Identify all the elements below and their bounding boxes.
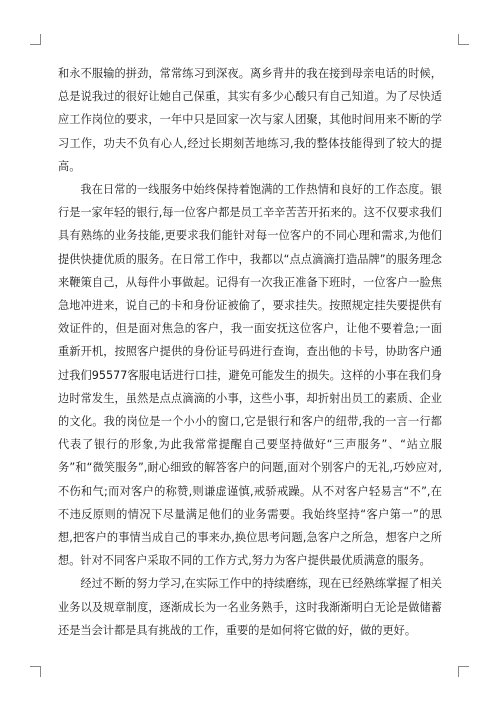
paragraph-growth: 经过不断的努力学习,在实际工作中的持续磨练，现在已经熟练掌握了相关业务以及规章制度，逐渐成长为一名业务熟手，这时我渐渐明白无论是做储蓄还是当会计都是具有挑战的工作，重要的是如何将它做的好，做的更好。: [58, 577, 442, 637]
crop-mark-bottom-right: [458, 666, 469, 677]
paragraph-continuation: 和永不服输的拼劲，常常练习到深夜。离乡背井的我在接到母亲电话的时候，总是说我过的很好让她自己保重，其实有多少心酸只有自己知道。为了尽快适应工作岗位的要求，一年中只是回家一次与家人团聚，其他时间用来不断的学习工作，功夫不负有心人,经过长期刻苦地练习,我的整体技能得到了较大的提高。: [58, 67, 442, 173]
crop-mark-bottom-left: [30, 666, 41, 677]
paragraph-service-attitude: 我在日常的一线服务中始终保持着饱满的工作热情和良好的工作态度。银行是一家年轻的银行,每一位客户都是员工辛辛苦苦开拓来的。这不仅要求我们具有熟练的业务技能,更要求我们能针对每一位客户的不同心理和需求,为他们提供快捷优质的服务。在日常工作中，我都以“点点滴滴打造品牌”的服务理念来鞭策自己，从每件小事做起。记得有一次我正准备下班时，一位客户一脸焦急地冲进来，说自己的卡和身份证被偷了，要求挂失。按照规定挂失要提供有效证件的，但是面对焦急的客户，我一面安抚这位客户，让他不要着急;一面重新开机，按照客户提供的身份证号码进行查询，查出他的卡号，协助客户通过我们95577客服电话进行口挂，避免可能发生的损失。这样的小事在我们身边时常发生，虽然是点点滴滴的小事，这些小事，却折射出员工的素质、企业的文化。我的岗位是一个小小的窗口,它是银行和客户的纽带,我的一言一行都代表了银行的形象,为此我常常提醒自己要坚持做好“三声服务”、“站立服务”和“微笑服务”,耐心细致的解答客户的问题,面对个别客户的无礼,巧妙应对,不伤和气;而对客户的称赞,则谦虚谨慎,戒骄戒躁。从不对客户轻易言“不”,在不违反原则的情况下尽量满足他们的业务需要。我始终坚持“客户第一”的思想,把客户的事情当成自己的事来办,换位思考问题,急客户之所急，想客户之所想。针对不同客户采取不同的工作方式,努力为客户提供最优质满意的服务。: [58, 183, 442, 568]
document-body: [58, 62, 442, 642]
crop-mark-top-left: [30, 34, 41, 45]
crop-mark-top-right: [458, 34, 469, 45]
